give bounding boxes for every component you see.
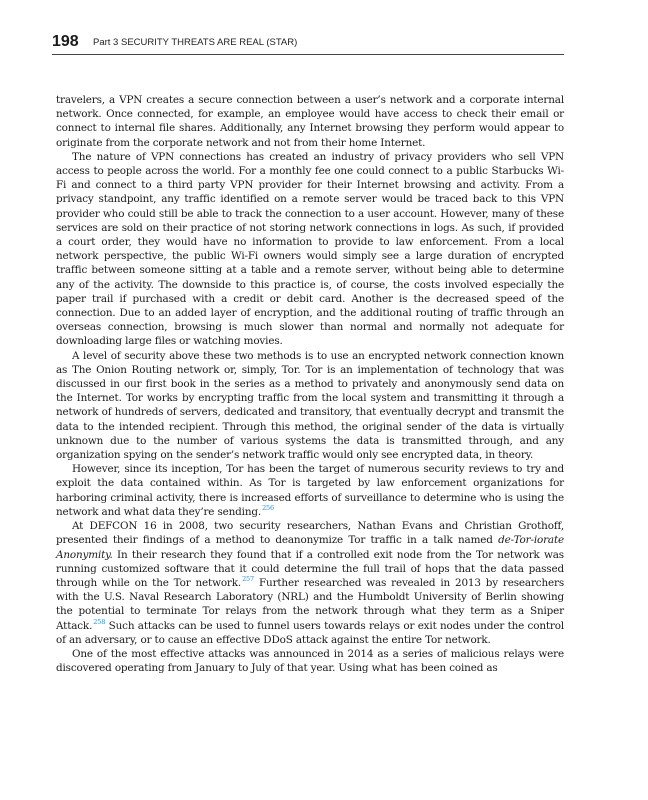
talk-title: de-Tor-iorate Anonymity. xyxy=(56,534,564,561)
page-header xyxy=(52,34,564,55)
paragraph-malicious-relays: One of the most effective attacks was announced in 2014 as a series of malicious relays were discovered operating from January to July of that year. Using what has been coined as xyxy=(56,647,564,675)
running-head: Part 3 SECURITY THREATS ARE REAL (STAR) xyxy=(93,37,298,48)
paragraph-tor-targeted xyxy=(56,462,564,519)
page-number: 198 xyxy=(52,33,79,50)
paragraph-text: In their research they found that if a controlled exit node from the Tor network was running customized software that it could determine the full trail of hops that the data passed through while on the Tor network. xyxy=(56,548,564,589)
paragraph-vpn-corporate: travelers, a VPN creates a secure connection between a user’s network and a corporate internal network. Once connected, for example, an employee would have access to check their email or connect to internal file shares. Additionally, any Internet browsing they perform would appear to originate from the corporate network and not from their home Internet. xyxy=(56,94,564,149)
paragraph-text: At DEFCON 16 in 2008, two security researchers, Nathan Evans and Christian Grothoff, presented their findings of a method to deanonymize Tor traffic in a talk named xyxy=(56,520,564,547)
paragraph-text: Further researched was revealed in 2013 by researchers with the U.S. Naval Research Laboratory (NRL) and the Humboldt University of Berlin showing the potential to terminate Tor relays from the network through what they term as a Sniper Attack. xyxy=(56,576,565,632)
footnote-ref-258[interactable]: 258 xyxy=(93,617,106,626)
paragraph-defcon xyxy=(56,519,564,647)
footnote-ref-256[interactable]: 256 xyxy=(262,503,275,512)
paragraph-text: However, since its inception, Tor has been the target of numerous security reviews to try and exploit the data contained within. As Tor is targeted by law enforcement organizations for harboring criminal activity, there is increased efforts of surveillance to determine who is using the network and what data they’re sending. xyxy=(56,463,564,518)
paragraph-tor-intro: A level of security above these two methods is to use an encrypted network connection known as The Onion Routing network or, simply, Tor. Tor is an implementation of technology that was discussed in our first book in the series as a method to privately and anonymously send data on the Internet. Tor works by encrypting traffic from the local system and transmitting it through a network of hundreds of servers, dedicated and transitory, that eventually decrypt and transmit the data to the intended recipient. Through this method, the original sender of the data is virtually unknown due to the number of various systems the data is transmitted through, and any organization spying on the sender’s network traffic would only see encrypted data, in theory. xyxy=(56,349,564,462)
body-text xyxy=(56,93,564,675)
paragraph-text: Such attacks can be used to funnel users towards relays or exit nodes under the control of an adversary, or to cause an effective DDoS attack against the entire Tor network. xyxy=(56,619,564,646)
paragraph-vpn-providers: The nature of VPN connections has created an industry of privacy providers who sell VPN access to people across the world. For a monthly fee one could connect to a public Starbucks Wi-Fi and connect to a third party VPN provider for their Internet browsing and activity. From a privacy standpoint, any traffic identified on a remote server would be traced back to this VPN provider who could still be able to track the connection to a user account. However, many of these services are sold on their practice of not storing network connections in logs. As such, if provided a court order, they would have no information to provide to law enforcement. From a local network perspective, the public Wi-Fi owners would simply see a large duration of encrypted traffic between someone sitting at a table and a remote server, without being able to determine any of the activity. The downside to this practice is, of course, the costs involved especially the paper trail if purchased with a credit or debit card. Another is the decreased speed of the connection. Due to an added layer of encryption, and the additional routing of traffic through an overseas connection, browsing is much slower than normal and normally not adequate for downloading large files or watching movies. xyxy=(56,150,564,348)
footnote-ref-257[interactable]: 257 xyxy=(242,574,255,583)
